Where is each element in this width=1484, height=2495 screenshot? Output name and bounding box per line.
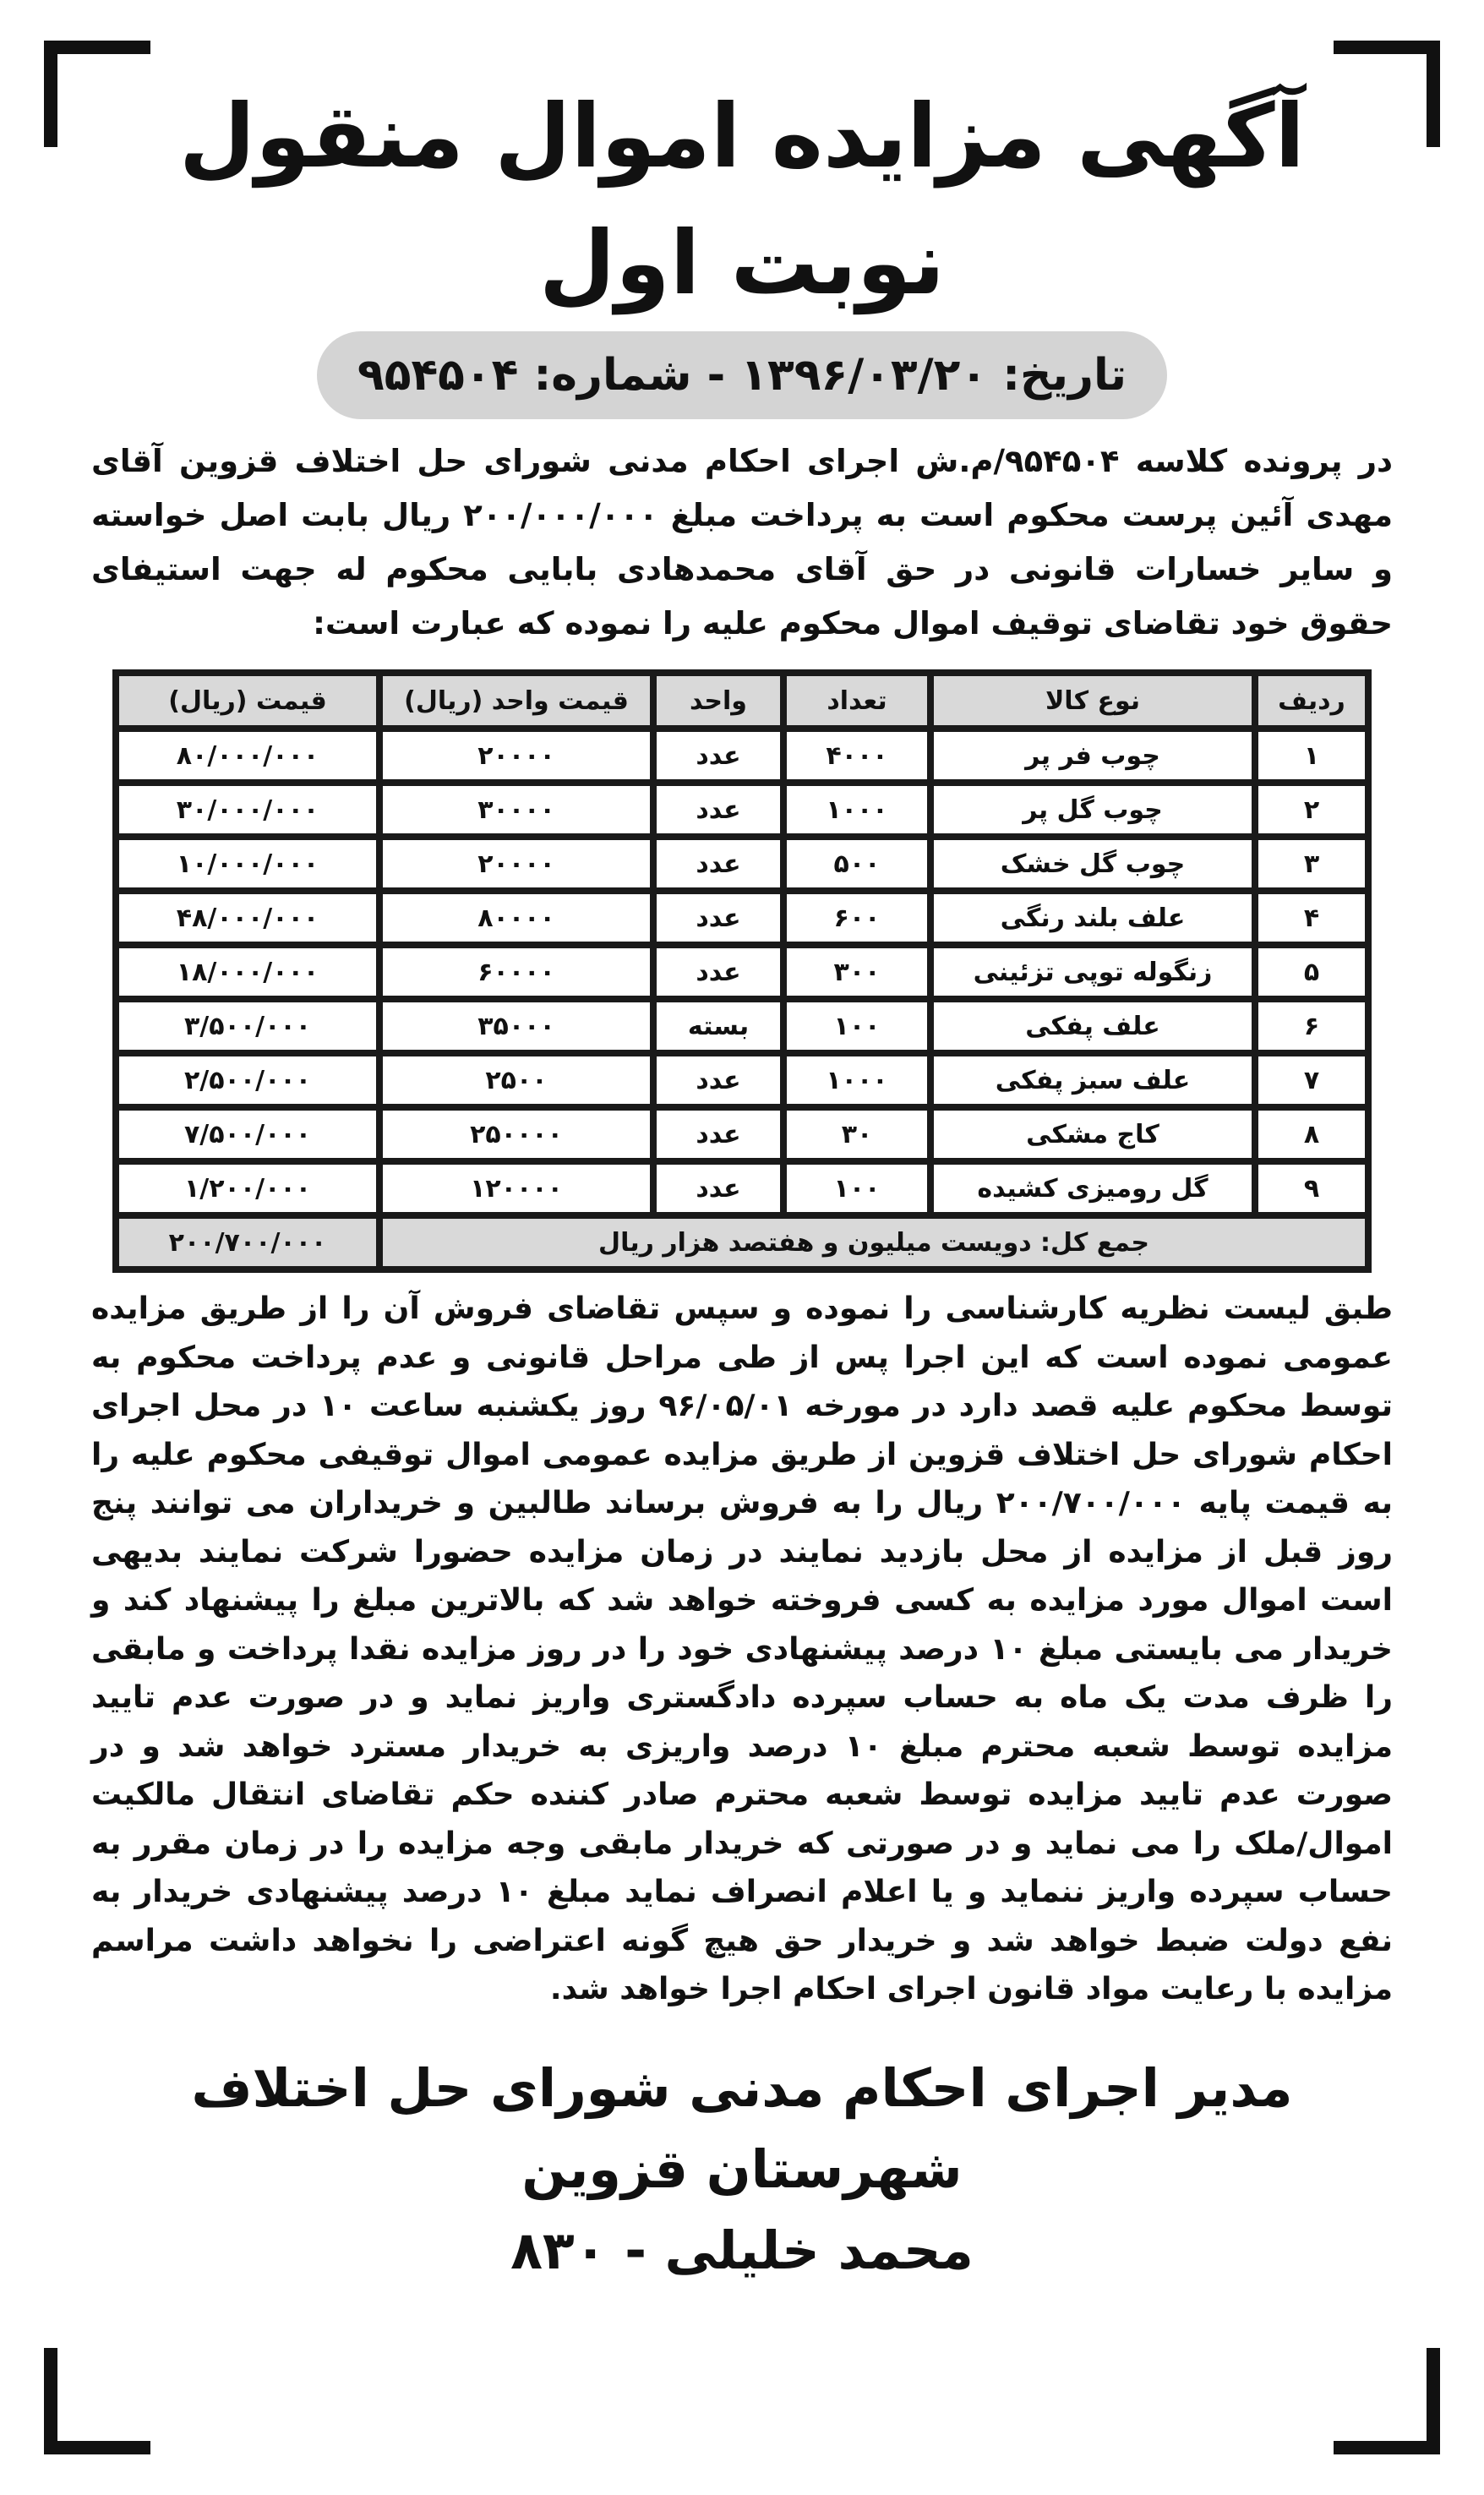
- notice-content: [91, 73, 1393, 2421]
- notice-frame: [44, 41, 1440, 2454]
- col-header-item-type: نوع کالا: [930, 673, 1255, 729]
- cell-row-number: ۶: [1255, 999, 1368, 1053]
- cell-price: ۷/۵۰۰/۰۰۰: [116, 1107, 379, 1161]
- cell-item-type: علف بلند رنگی: [930, 891, 1255, 945]
- cell-price: ۲/۵۰۰/۰۰۰: [116, 1053, 379, 1107]
- cell-unit-price: ۱۲۰۰۰۰: [379, 1161, 653, 1215]
- cell-unit: عدد: [653, 1107, 783, 1161]
- cell-item-type: زنگوله توپی تزئینی: [930, 945, 1255, 999]
- table-row: [116, 729, 1368, 783]
- cell-unit-price: ۲۰۰۰۰: [379, 729, 653, 783]
- col-header-price: قیمت (ریال): [116, 673, 379, 729]
- col-header-unit-price: قیمت واحد (ریال): [379, 673, 653, 729]
- col-header-quantity: تعداد: [783, 673, 930, 729]
- cell-row-number: ۸: [1255, 1107, 1368, 1161]
- cell-row-number: ۷: [1255, 1053, 1368, 1107]
- table-row: [116, 783, 1368, 837]
- cell-price: ۸۰/۰۰۰/۰۰۰: [116, 729, 379, 783]
- cell-price: ۴۸/۰۰۰/۰۰۰: [116, 891, 379, 945]
- cell-price: ۳۰/۰۰۰/۰۰۰: [116, 783, 379, 837]
- cell-unit-price: ۲۵۰۰: [379, 1053, 653, 1107]
- table-row: [116, 1161, 1368, 1215]
- cell-unit-price: ۲۰۰۰۰: [379, 837, 653, 891]
- cell-row-number: ۲: [1255, 783, 1368, 837]
- cell-unit-price: ۲۵۰۰۰۰: [379, 1107, 653, 1161]
- cell-row-number: ۴: [1255, 891, 1368, 945]
- cell-item-type: علف پفکی: [930, 999, 1255, 1053]
- total-value: ۲۰۰/۷۰۰/۰۰۰: [116, 1215, 379, 1269]
- notice-title: آگهی مزایده اموال منقول نوبت اول: [178, 85, 1306, 314]
- items-table: [112, 669, 1372, 1273]
- cell-unit-price: ۶۰۰۰۰: [379, 945, 653, 999]
- table-total-row: [116, 1215, 1368, 1269]
- cell-item-type: کاج مشکی: [930, 1107, 1255, 1161]
- cell-unit: عدد: [653, 729, 783, 783]
- signature-title: مدیر اجرای احکام مدنی شورای حل اختلاف شهرستان قزوین: [191, 2056, 1293, 2200]
- table-row: [116, 891, 1368, 945]
- signature-name: محمد خلیلی - ۸۳۰: [510, 2219, 974, 2281]
- cell-unit-price: ۳۰۰۰۰: [379, 783, 653, 837]
- signature-block: [91, 2048, 1393, 2291]
- table-row: [116, 1053, 1368, 1107]
- cell-price: ۳/۵۰۰/۰۰۰: [116, 999, 379, 1053]
- cell-row-number: ۵: [1255, 945, 1368, 999]
- cell-price: ۱/۲۰۰/۰۰۰: [116, 1161, 379, 1215]
- body-paragraph: طبق لیست نظریه کارشناسی را نموده و سپس تقاضای فروش آن را از طریق مزایده عمومی نموده است که این اجرا پس از طی مراحل قانونی و عدم پرداخت محکوم به توسط محکوم علیه قصد دارد در مورخه ۹۶/۰۵/۰۱ روز یکشنبه ساعت ۱۰ در محل اجرای احکام شورای حل اختلاف قزوین از طریق مزایده عمومی اموال توقیفی محکوم علیه را به قیمت پایه ۲۰۰/۷۰۰/۰۰۰ ریال را به فروش برساند طالبین و خریداران می توانند پنج روز قبل از مزایده از محل بازدید نمایند در زمان مزایده حضورا شرکت نمایند بدیهی است اموال مورد مزایده به کسی فروخته خواهد شد که بالاترین مبلغ را پیشنهاد کند و خریدار می بایستی مبلغ ۱۰ درصد پیشنهادی خود را در روز مزایده نقدا پرداخت و مابقی را ظرف مدت یک ماه به حساب سپرده دادگستری واریز نماید و در صورت عدم تایید مزایده توسط شعبه محترم مبلغ ۱۰ درصد واریزی به خریدار مسترد خواهد شد و در صورت عدم تایید مزایده توسط شعبه محترم صادر کننده حکم تقاضای انتقال مالکیت اموال/ملک را می نماید و در صورتی که خریدار مابقی وجه مزایده را در زمان مقرر به حساب سپرده واریز ننماید و یا اعلام انصراف نماید مبلغ ۱۰ درصد پیشنهادی خریدار به نفع دولت ضبط خواهد شد و خریدار حق هیچ گونه اعتراضی را نخواهد داشت مراسم مزایده با رعایت مواد قانون اجرای احکام اجرا خواهد شد.: [91, 1291, 1394, 2006]
- cell-unit-price: ۸۰۰۰۰: [379, 891, 653, 945]
- col-header-row-number: ردیف: [1255, 673, 1368, 729]
- cell-item-type: چوب فر پر: [930, 729, 1255, 783]
- col-header-unit: واحد: [653, 673, 783, 729]
- table-header-row: [116, 673, 1368, 729]
- cell-item-type: چوب گل خشک: [930, 837, 1255, 891]
- cell-quantity: ۱۰۰۰: [783, 783, 930, 837]
- cell-quantity: ۱۰۰۰: [783, 1053, 930, 1107]
- date-number-badge: تاریخ: ۱۳۹۶/۰۳/۲۰ - شماره: ۹۵۴۵۰۴: [317, 331, 1167, 419]
- cell-unit: عدد: [653, 837, 783, 891]
- cell-row-number: ۹: [1255, 1161, 1368, 1215]
- cell-unit-price: ۳۵۰۰۰: [379, 999, 653, 1053]
- cell-unit: عدد: [653, 891, 783, 945]
- cell-quantity: ۵۰۰: [783, 837, 930, 891]
- cell-unit: عدد: [653, 783, 783, 837]
- cell-quantity: ۱۰۰: [783, 1161, 930, 1215]
- cell-item-type: چوب گل پر: [930, 783, 1255, 837]
- cell-unit: بسته: [653, 999, 783, 1053]
- date-number-wrap: [91, 331, 1393, 419]
- table-row: [116, 1107, 1368, 1161]
- intro-paragraph: در پرونده کلاسه ۹۵۴۵۰۴/م.ش اجرای احکام مدنی شورای حل اختلاف قزوین آقای مهدی آئین پرست محکوم است به پرداخت مبلغ ۲۰۰/۰۰۰/۰۰۰ ریال بابت اصل خواسته و سایر خسارات قانونی در حق آقای محمدهادی بابایی محکوم له جهت استیفای حقوق خود تقاضای توقیف اموال محکوم علیه را نموده که عبارت است:: [91, 443, 1393, 641]
- table-row: [116, 999, 1368, 1053]
- cell-price: ۱۰/۰۰۰/۰۰۰: [116, 837, 379, 891]
- cell-quantity: ۱۰۰: [783, 999, 930, 1053]
- cell-unit: عدد: [653, 1053, 783, 1107]
- cell-quantity: ۳۰: [783, 1107, 930, 1161]
- table-row: [116, 837, 1368, 891]
- cell-quantity: ۳۰۰: [783, 945, 930, 999]
- cell-row-number: ۳: [1255, 837, 1368, 891]
- cell-item-type: علف سبز پفکی: [930, 1053, 1255, 1107]
- cell-unit: عدد: [653, 1161, 783, 1215]
- table-row: [116, 945, 1368, 999]
- cell-quantity: ۴۰۰۰: [783, 729, 930, 783]
- cell-row-number: ۱: [1255, 729, 1368, 783]
- total-label: جمع کل: دویست میلیون و هفتصد هزار ریال: [379, 1215, 1368, 1269]
- cell-item-type: گل رومیزی کشیده: [930, 1161, 1255, 1215]
- cell-price: ۱۸/۰۰۰/۰۰۰: [116, 945, 379, 999]
- cell-quantity: ۶۰۰: [783, 891, 930, 945]
- cell-unit: عدد: [653, 945, 783, 999]
